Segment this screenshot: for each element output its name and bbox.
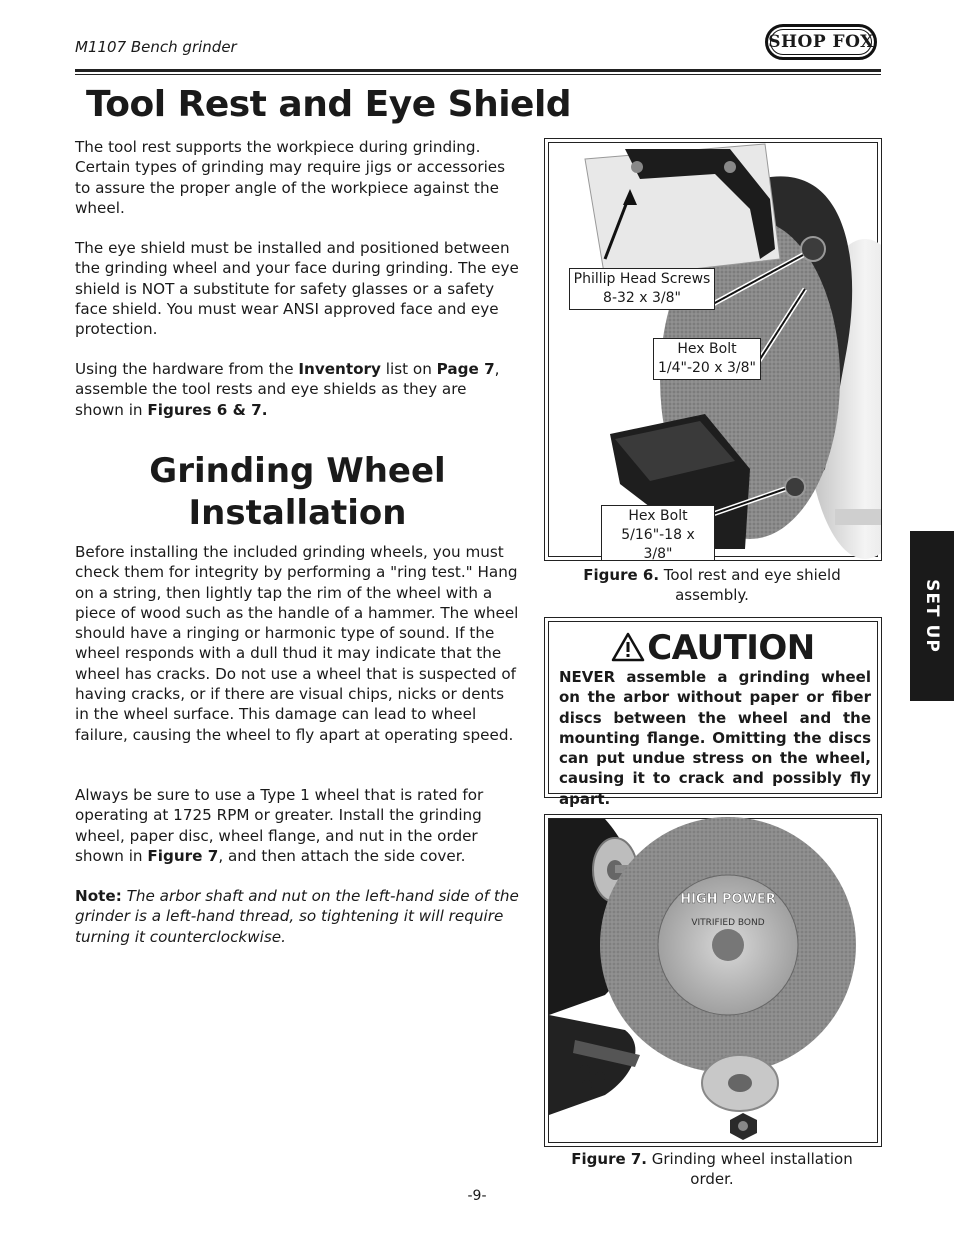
warning-triangle-icon xyxy=(611,632,645,662)
caution-heading: CAUTION xyxy=(545,628,881,668)
paragraph-tool-rest: The tool rest supports the workpiece during grinding. Certain types of grinding may require jigs or accessories to assure the proper angle of the workpiece against the wheel. xyxy=(75,138,506,217)
figure-7-illustration xyxy=(545,815,881,1146)
section-heading-tool-rest: Tool Rest and Eye Shield xyxy=(86,84,572,125)
figure-7-photo xyxy=(544,814,882,1147)
paragraph-eye-shield: The eye shield must be installed and positioned between the grinding wheel and your face during grinding. The eye shield is NOT a substitute for safety glasses or a safety face shield. You must wear ANSI approved face and eye protection. xyxy=(75,239,519,339)
section-tab-label: SET UP xyxy=(922,579,942,653)
callout-phillip-head-screws: Phillip Head Screws 8-32 x 3/8" xyxy=(569,268,715,310)
paragraph-ring-test: Before installing the included grinding wheels, you must check them for integrity by performing a "ring test." Hang on a string, then lightly tap the rim of the wheel with a piece of wood such as the handle of a hammer. The wheel should have a ringing or harmonic type of sound. If the wheel responds with a dull thud it may indicate that the wheel has cracks. Do not use a wheel that is suspected of having cracks, or if there are visual chips, nicks or dents in the wheel surface. This damage can lead to wheel failure, causing the wheel to fly apart at operating speed. xyxy=(75,543,519,744)
wheel-label-mid: VITRIFIED BOND xyxy=(691,918,765,928)
section-heading-grinding-wheel: Grinding Wheel Installation xyxy=(149,451,446,533)
callout-hex-bolt-upper: Hex Bolt 1/4"-20 x 3/8" xyxy=(653,338,761,380)
header-rule-thin xyxy=(75,74,881,75)
wheel-label-top: HIGH POWER xyxy=(680,892,776,907)
caution-box xyxy=(544,617,882,808)
document-header-title: M1107 Bench grinder xyxy=(75,38,237,56)
paragraph-note: Note: The arbor shaft and nut on the left-hand side of the grinder is a left-hand thread, so tightening it will require turning it counterclockwise. xyxy=(75,887,519,946)
figure-6-caption: Figure 6. Tool rest and eye shield assembly. xyxy=(583,566,841,604)
figure-7-caption: Figure 7. Grinding wheel installation order. xyxy=(571,1150,853,1188)
figure-6-photo xyxy=(544,138,882,561)
callout-hex-bolt-lower: Hex Bolt 5/16"-18 x 3/8" xyxy=(601,505,715,561)
paragraph-hardware: Using the hardware from the Inventory list on Page 7, assemble the tool rests and eye shields as they are shown in Figures 6 & 7. xyxy=(75,360,500,419)
section-tab-set-up xyxy=(910,531,954,701)
shop-fox-logo xyxy=(765,24,877,60)
paragraph-type1-wheel: Always be sure to use a Type 1 wheel that is rated for operating at 1725 RPM or greater. Install the grinding wheel, paper disc, wheel flange, and nut in the order shown in Figure 7, and then attach the side cover. xyxy=(75,786,484,865)
header-rule xyxy=(75,69,881,72)
caution-text: NEVER assemble a grinding wheel on the arbor without paper or fiber discs between the wheel and the mounting flange. Omitting the discs can put undue stress on the wheel, causing it to crack and possibly fly apart. xyxy=(559,668,871,808)
logo-text: SHOP FOX xyxy=(768,32,874,52)
page-number: -9- xyxy=(467,1188,487,1204)
